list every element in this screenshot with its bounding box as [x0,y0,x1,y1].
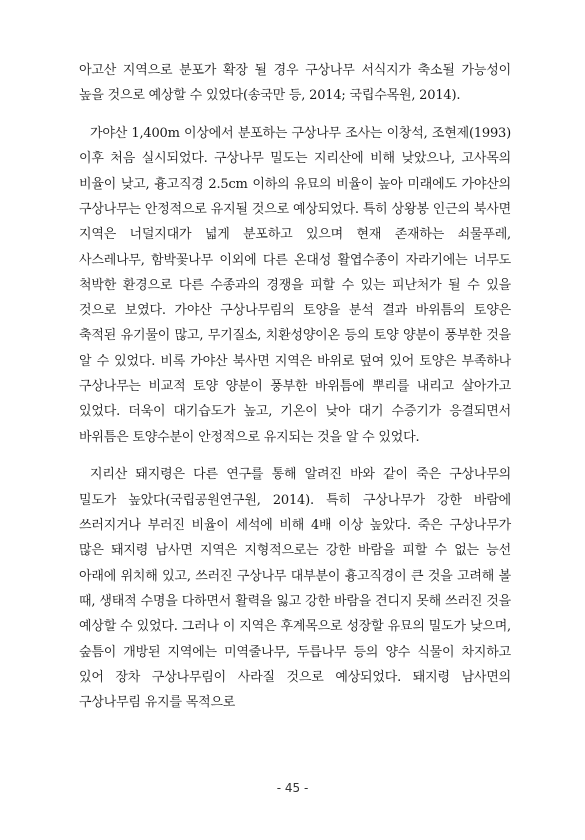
paragraph-continuation: 아고산 지역으로 분포가 확장 될 경우 구상나무 서식지가 축소될 가능성이 높을 것으로 예상할 수 있었다(송국만 등, 2014; 국립수목원, 2014). [79,63,511,104]
page-number: - 45 - [276,781,309,795]
paragraph-jirisan: 지리산 돼지령은 다른 연구를 통해 알려진 바와 같이 죽은 구상나무의 밀도가 높았다(국립공원연구원, 2014). 특히 구상나무가 강한 바람에 쓰러지거나 부러진 비율이 세석에 비해 4배 이상 높았다. 죽은 구상나무가 많은 돼지령 남사면 지역은 지형적으로는 강한 바람을 피할 수 없는 능선 아래에 위치해 있고, 쓰러진 구상나무 대부분이 흉고직경이 큰 것을 고려해 볼 때, 생태적 수명을 다하면서 활력을 잃고 강한 바람을 견디지 못해 쓰러진 것을 예상할 수 있었다. 그러나 이 지역은 후계목으로 성장할 유묘의 밀도가 낮으며, 숲틈이 개방된 지역에는 미역줄나무, 두릅나무 등의 양수 식물이 차지하고 있어 장차 구상나무림이 사라질 것으로 예상되었다. 돼지령 남사면의 구상나무림 유지를 목적으로 [79,467,511,711]
page-body [79,58,511,728]
paragraph-gayasan: 가야산 1,400m 이상에서 분포하는 구상나무 조사는 이창석, 조현제(1993) 이후 처음 실시되었다. 구상나무 밀도는 지리산에 비해 낮았으나, 고사목의 비율이 낮고, 흉고직경 2.5cm 이하의 유묘의 비율이 높아 미래에도 가야산의 구상나무는 안정적으로 유지될 것으로 예상되었다. 특히 상왕봉 인근의 북사면 지역은 너덜지대가 넓게 분포하고 있으며 현재 존재하는 쇠물푸레, 사스레나무, 함박꽃나무 이외에 다른 온대성 활엽수종이 자라기에는 너무도 척박한 환경으로 다른 수종과의 경쟁을 피할 수 있는 피난처가 될 수 있을 것으로 보였다. 가야산 구상나무림의 토양을 분석 결과 바위틈의 토양은 축적된 유기물이 많고, 무기질소, 치환성양이온 등의 토양 양분이 풍부한 것을 알 수 있었다. 비록 가야산 북사면 지역은 바위로 덮여 있어 토양은 부족하나 구상나무는 비교적 토양 양분이 풍부한 바위틈에 뿌리를 내리고 살아가고 있었다. 더욱이 대기습도가 높고, 기온이 낮아 대기 수증기가 응결되면서 바위틈은 토양수분이 안정적으로 유지되는 것을 알 수 있었다. [79,126,511,445]
